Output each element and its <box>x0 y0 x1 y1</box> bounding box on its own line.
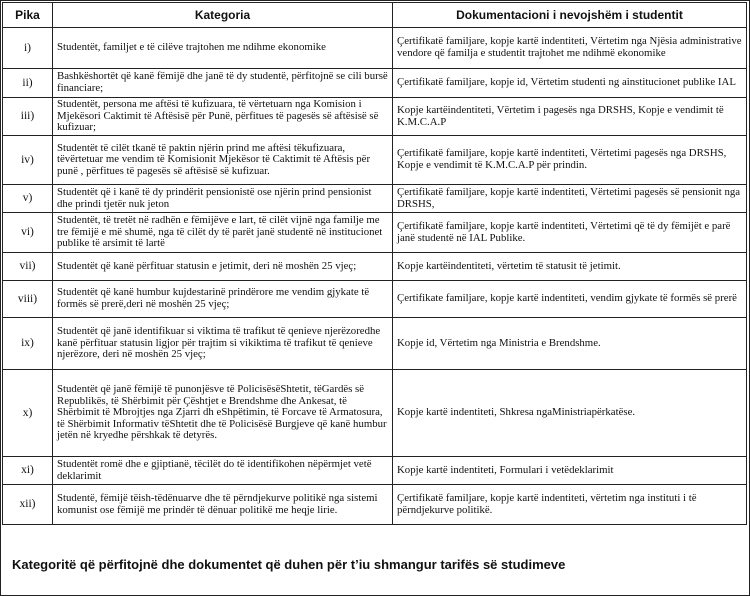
row-kategoria: Bashkëshortët që kanë fëmijë dhe janë të dy studentë, përfitojnë se cili bursë financiare; <box>53 69 393 98</box>
row-pika: xi) <box>3 457 53 485</box>
table-row <box>3 28 747 69</box>
row-dokumentacioni: Çertifikatë familjare, kopje kartë indentiteti, Vërtetimi pagesës nga DRSHS, Kopje e vendimit të K.M.C.A.P për prindin. <box>393 136 747 185</box>
row-kategoria: Studentët që janë fëmijë të punonjësve të PolicisësëShtetit, tëGardës së Republikës, të Shërbimit për Çështjet e Brendshme dhe Ankesat, të Shërbimit të Mbrojtjes nga Zjarri dh eShpëtimin, të Forcave të Armatosura, të Shërbimit Informativ tëShtetit dhe të Policisësë Burgjeve që kanë humbur jetën në kryedhe përshkak të detyrës. <box>53 370 393 457</box>
table-row <box>3 253 747 281</box>
row-kategoria: Studentët që kanë humbur kujdestarinë prindërore me vendim gjykate të formës së prerë,deri në moshën 25 vjeç; <box>53 281 393 318</box>
row-pika: vi) <box>3 213 53 253</box>
row-kategoria: Studentët romë dhe e gjiptianë, tëcilët do të identifikohen nëpërmjet vetë deklarimit <box>53 457 393 485</box>
row-pika: xii) <box>3 485 53 525</box>
row-kategoria: Studentët, të tretët në radhën e fëmijëve e lart, të cilët vijnë nga familje me tre fëmijë e më shumë, nga të cilët dy të parët janë studentë në institucionet publike të arsimit të lartë <box>53 213 393 253</box>
table-row <box>3 281 747 318</box>
row-kategoria: Studentët që i kanë të dy prindërit pensionistë ose njërin prind pensionist dhe prindi tjetër nuk jeton <box>53 185 393 213</box>
row-pika: x) <box>3 370 53 457</box>
table-row <box>3 98 747 136</box>
table-row <box>3 457 747 485</box>
row-pika: vii) <box>3 253 53 281</box>
row-dokumentacioni: Kopje kartëindentiteti, Vërtetim i pagesës nga DRSHS, Kopje e vendimit të K.M.C.A.P <box>393 98 747 136</box>
header-pika: Pika <box>3 3 53 28</box>
row-pika: iv) <box>3 136 53 185</box>
row-dokumentacioni: Çertifikatë familjare, kopje kartë indentiteti, Vërtetimi pagesës së pensionit nga DRSHS, <box>393 185 747 213</box>
row-pika: ix) <box>3 318 53 370</box>
row-kategoria: Studentët, persona me aftësi të kufizuara, të vërtetuarn nga Komision i Mjekësori Caktimit të Aftësisë për Punë, përfitues të pagesës së aftësisë së kufizuar; <box>53 98 393 136</box>
row-pika: viii) <box>3 281 53 318</box>
row-dokumentacioni: Çertifikatë familjare, kopje kartë indentiteti, vërtetim nga instituti i të përndjekurve politikë. <box>393 485 747 525</box>
table-header-row <box>3 3 747 28</box>
row-kategoria: Studentët, familjet e të cilëve trajtohen me ndihme ekonomike <box>53 28 393 69</box>
table-caption: Kategoritë që përfitojnë dhe dokumentet që duhen për t’iu shmangur tarifës së studimeve <box>12 557 566 572</box>
row-pika: i) <box>3 28 53 69</box>
categories-table <box>2 2 747 525</box>
row-kategoria: Studentët që kanë përfituar statusin e jetimit, deri në moshën 25 vjeç; <box>53 253 393 281</box>
row-kategoria: Studentë, fëmijë tëish-tëdënuarve dhe të përndjekurve politikë nga sistemi komunist ose fëmijë me prindër të dënuar politikë me heqje lirie. <box>53 485 393 525</box>
table-row <box>3 370 747 457</box>
table-row <box>3 136 747 185</box>
row-pika: iii) <box>3 98 53 136</box>
row-dokumentacioni: Çertifikatë familjare, kopje kartë indentiteti, Vërtetimi që të dy fëmijët e parë janë studentë në IAL Publike. <box>393 213 747 253</box>
row-dokumentacioni: Çertifikatë familjare, kopje kartë indentiteti, Vërtetim nga Njësia administrative vendore që familja e studentit trajtohet me ndihmë ekonomike <box>393 28 747 69</box>
row-dokumentacioni: Kopje id, Vërtetim nga Ministria e Brendshme. <box>393 318 747 370</box>
table-row <box>3 318 747 370</box>
row-dokumentacioni: Kopje kartë indentiteti, Shkresa ngaMinistriapërkatëse. <box>393 370 747 457</box>
row-dokumentacioni: Kopje kartë indentiteti, Formulari i vetëdeklarimit <box>393 457 747 485</box>
row-dokumentacioni: Çertifikate familjare, kopje kartë indentiteti, vendim gjykate të formës së prerë <box>393 281 747 318</box>
row-kategoria: Studentët që janë identifikuar si viktima të trafikut të qenieve njerëzoredhe kanë përfituar statusin ligjor për trajtim si vikiktima të trafikut të qenieve njerëzore, deri në moshën 25 vjeç; <box>53 318 393 370</box>
table-row <box>3 485 747 525</box>
row-dokumentacioni: Çertifikatë familjare, kopje id, Vërtetim studenti ng ainstitucionet publike IAL <box>393 69 747 98</box>
header-kategoria: Kategoria <box>53 3 393 28</box>
row-dokumentacioni: Kopje kartëindentiteti, vërtetim të statusit të jetimit. <box>393 253 747 281</box>
row-pika: v) <box>3 185 53 213</box>
row-kategoria: Studentët të cilët tkanë të paktin njërin prind me aftësi tëkufizuara, tëvërtetuar me vendim të Komisionit Mjekësor të Caktimit të Aftësis për punë , përfitues të pagesës së aftësisë së kufizuar. <box>53 136 393 185</box>
row-pika: ii) <box>3 69 53 98</box>
table-row <box>3 69 747 98</box>
header-dokumentacioni: Dokumentacioni i nevojshëm i studentit <box>393 3 747 28</box>
table-row <box>3 185 747 213</box>
table-row <box>3 213 747 253</box>
